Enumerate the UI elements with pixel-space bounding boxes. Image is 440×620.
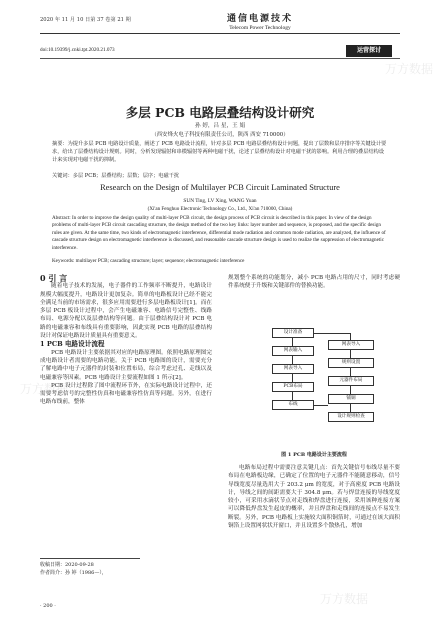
flow-box: 设计规则检查 bbox=[328, 412, 374, 422]
flow-box: 布线 bbox=[272, 400, 314, 410]
figure-caption: 图 1 PCB 电路设计主要流程 bbox=[281, 452, 347, 458]
flow-connector bbox=[350, 404, 351, 412]
section-badge: 运营探讨 bbox=[346, 45, 392, 57]
flow-connector bbox=[292, 338, 293, 346]
flow-connector bbox=[292, 392, 293, 400]
watermark: 万方数据 bbox=[320, 592, 369, 606]
affiliation-cn: （西安烽火电子科技有限责任公司，陕西 西安 710000） bbox=[151, 132, 289, 138]
paragraph: PCB 设计过程除了图中流程环节外，在实际电路设计过程中，还需要考虑信号的完整性仿真和电磁兼容性仿真等问题。另外，在进行电路布线前，整体 bbox=[40, 382, 212, 406]
abstract-cn: 摘要：为提升多层 PCB 电路设计质量，阐述了 PCB 电路设计流程，针对多层 PCB 电路层叠结构设计问题，提出了层数和层序排序等关键设计要求，给出了层叠结构设计规则。同时，分析发现辐射和串模辐射等两种电磁干扰，论述了层叠结构设计对电磁干扰的影响。利用合理的叠层结构设计来实现对电磁干扰的抑制。 bbox=[52, 141, 387, 163]
authors-en: SUN Ting, LV Xing, WANG Yuan bbox=[183, 198, 257, 204]
paragraph: 随着电子技术的发展，电子器件的工作频率不断提升，电路设计规模大幅度提升，电路设计更加复杂。简单的电路板设计已经不能完全满足当前的市场需求，很多应用需要进行多层电路板设计[1]。而在多层 PCB 板设计过程中，会产生电磁兼容、电路信号完整性、线路布局、电源分配以及层叠结构等问题。由于层叠结构设计对 PCB 电路的电磁兼容和布线具有重要影响，因此实现 PCB 电路的层叠结构设计对保证电路设计质量具有重要意义。 bbox=[40, 283, 212, 340]
watermark: 万方数据 bbox=[20, 382, 69, 396]
flow-connector bbox=[350, 350, 351, 358]
journal-masthead bbox=[185, 11, 335, 31]
page-number: · 200 · bbox=[40, 603, 56, 609]
watermark: 万方数据 bbox=[385, 62, 434, 76]
flow-connector bbox=[350, 386, 351, 394]
flow-connector bbox=[313, 333, 350, 334]
body-column-right bbox=[228, 274, 400, 291]
article-title-cn: 多层 PCB 电路层叠结构设计研究 bbox=[125, 105, 315, 120]
issue-date: 2020 年 11 月 10 日第 37 卷第 21 期 bbox=[40, 17, 131, 23]
journal-title-cn: 通信电源技术 bbox=[226, 14, 293, 24]
article-footnote bbox=[40, 558, 140, 577]
flow-connector bbox=[313, 405, 328, 406]
body-column-left bbox=[40, 274, 212, 407]
section-heading-1: 1 PCB 电路设计流程 bbox=[40, 340, 105, 349]
body-column-right-lower bbox=[228, 464, 400, 530]
flow-box: 元器件布局 bbox=[328, 376, 374, 386]
journal-title-en: Telecom Power Technology bbox=[229, 25, 291, 31]
paragraph: PCB 电路设计主要依据其对应的电路原理图。依照电路原理图完成电路设计者需要的电路功能。关于 PCB 电路图的设计，需要充分了解电路中电子元器件的封装和位置布局，综合考虑过孔、走线以及电磁兼容等因素。PCB 电路设计主要流程如图 1 所示[2]。 bbox=[40, 349, 212, 381]
paragraph: 规划整个系统的功能划分，减小 PCB 电路占用的尺寸，同时考虑硬件系统便于升级和关键部件的替换功能。 bbox=[228, 275, 400, 290]
flow-box: PCB布局 bbox=[272, 382, 314, 392]
article-title-en: Research on the Design of Multilayer PCB Circuit Laminated Structure bbox=[100, 183, 340, 192]
affiliation-en: (Xi'an Fenghuo Electronic Technology Co., Ltd., Xi'an 710000, China) bbox=[147, 206, 293, 212]
abstract-en: Abstract: In order to improve the design quality of multi-layer PCB circuit, the design process of PCB circuit is described in this paper. In view of the design problems of multi-layer PCB circuit cascading structure, the design method of the two key links: layer number and sequence, is proposed, and the specific design rules are given. At the same time, two kinds of electromagnetic interference, differential mode radiation and common mode radiation, are analyzed, the influence of cascade structure design on electromagnetic interference is discussed, and reasonable cascade structure design is used to realize the suppression of electromagnetic interference. bbox=[52, 215, 386, 251]
received-date: 收稿日期：2020-09-28 bbox=[40, 562, 94, 568]
header-rule bbox=[40, 33, 400, 34]
doi: doi:10.19399/j.cnki.tpt.2020.21.073 bbox=[40, 47, 115, 53]
flow-connector bbox=[350, 333, 351, 340]
flow-connector bbox=[292, 356, 293, 364]
doi-rule bbox=[40, 58, 400, 59]
flow-box: 铺铜 bbox=[328, 394, 374, 404]
flow-box: 网表输入 bbox=[272, 346, 314, 356]
flow-box: 网表导入 bbox=[328, 340, 374, 350]
flow-box: 规则设置 bbox=[328, 358, 374, 368]
flow-connector bbox=[350, 368, 351, 376]
section-heading-intro: 0 引 言 bbox=[40, 273, 68, 283]
flow-box: 设计准备 bbox=[272, 328, 314, 338]
flow-box: 网表导入 bbox=[272, 364, 314, 374]
keywords-cn: 关键词：多层 PCB；层叠结构；层数；层序；电磁干扰 bbox=[52, 173, 180, 179]
keywords-en: Keywords: multilayer PCB; cascading structure; layer; sequence; electromagnetic interference bbox=[52, 258, 245, 264]
author-bio: 作者简介：孙 婷（1986—）， bbox=[40, 570, 107, 576]
flow-connector bbox=[292, 374, 293, 382]
paragraph: 电路布局过程中需要注意关键几点：首先关键信号布线尽量不要布局在电路板边缘，已确定了位置的电子元器件不能随意移动，信号导线宽度尽量选用大于 203.2 μm 的宽度，对于高密度 PCB 电路设计，导线之间的间距需要大于 304.8 μm。若与焊盘连接的导线宽度较小，可采用水滴状节点对走线和焊盘进行连接，采用该种连接方案可以降低焊盘发生起皮的概率，并且焊盘和走线间的连接点不易发生断裂。另外，PCB 电路板上实施较大面积铜箔时，可通过在该大面积铜箔上设置网状状开窗口，并且设置多个散热孔，增加 bbox=[228, 465, 400, 530]
authors-cn: 孙 婷，吕 星，王 娟 bbox=[194, 123, 246, 129]
flowchart-figure bbox=[268, 326, 378, 446]
